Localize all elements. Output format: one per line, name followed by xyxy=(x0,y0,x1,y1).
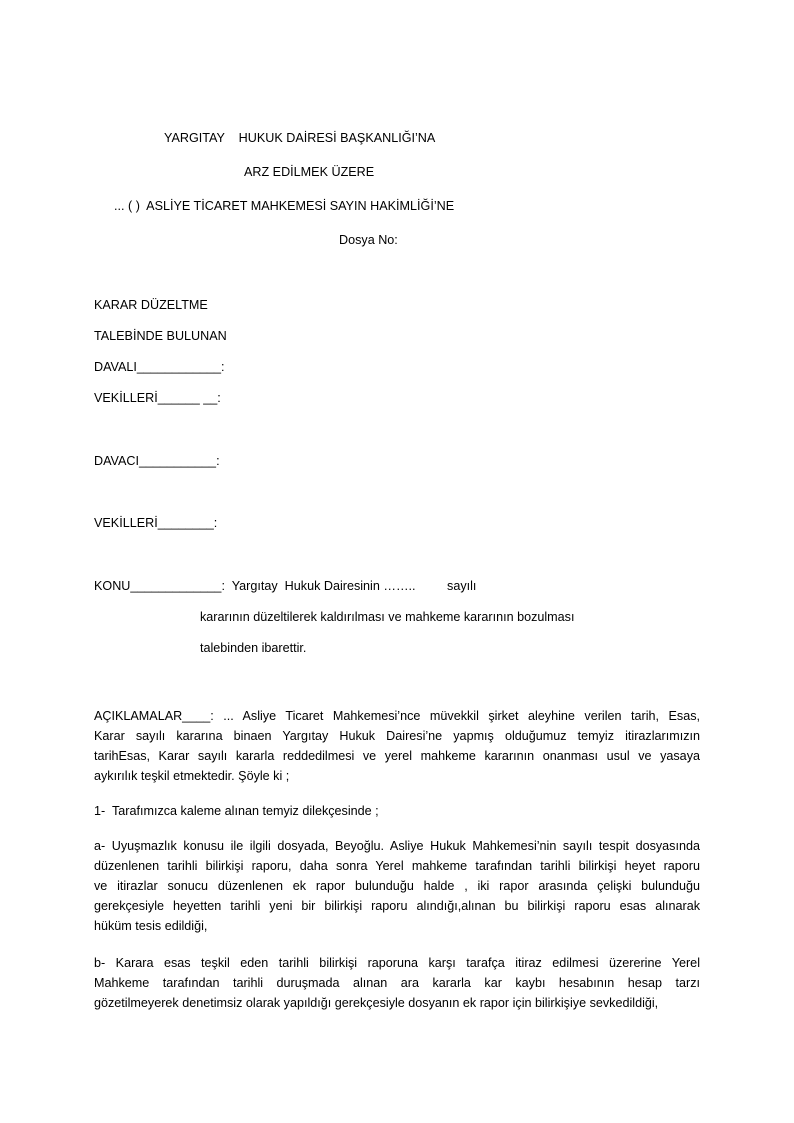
item-a-line: hüküm tesis edildiği, xyxy=(94,919,208,933)
submission-line: ARZ EDİLMEK ÜZERE xyxy=(244,165,375,179)
defendant-field: DAVALI____________: xyxy=(94,360,225,374)
file-number-label: Dosya No: xyxy=(339,233,398,247)
requester-label: TALEBİNDE BULUNAN xyxy=(94,329,227,343)
item-b-line: Mahkeme tarafından tarihli duruşmada alınan ara kararla kar kaybı hesabının hesap tarzı xyxy=(94,976,700,990)
plaintiff-field: DAVACI___________: xyxy=(94,454,220,468)
item-1-heading: 1- Tarafımızca kaleme alınan temyiz dilekçesinde ; xyxy=(94,804,379,818)
court-address-line: YARGITAY HUKUK DAİRESİ BAŞKANLIĞI’NA xyxy=(164,131,436,145)
explanations-paragraph xyxy=(94,706,700,786)
explanations-line: aykırılık teşkil etmektedir. Şöyle ki ; xyxy=(94,769,290,783)
item-b-line: gözetilmeyerek denetimsiz olarak yapıldığı gerekçesiyle dosyanın ek rapor için bilirkişiye sevkedildiği, xyxy=(94,996,659,1010)
item-a-paragraph xyxy=(94,836,700,936)
item-a-line: düzenlenen tarihli bilirkişi raporu, daha sonra Yerel mahkeme tarafından tarihli bilirkişi heyet raporu xyxy=(94,859,700,873)
item-b-line: b- Karara esas teşkil eden tarihli bilirkişi raporuna karşı tarafça itiraz edilmesi üzererine Yerel xyxy=(94,956,700,970)
subject-line-1: KONU_____________: Yargıtay Hukuk Dairesinin …….. sayılı xyxy=(94,579,477,593)
subject-line-2: kararının düzeltilerek kaldırılması ve mahkeme kararının bozulması xyxy=(200,610,575,624)
explanations-line: Karar sayılı kararına binaen Yargıtay Hukuk Dairesi’ne yapmış olduğumuz temyiz itirazlarımızın xyxy=(94,729,700,743)
karar-duzeltme-label: KARAR DÜZELTME xyxy=(94,298,208,312)
item-a-line: gerekçesiyle heyetten tarihli yeni bir bilirkişi raporu alındığı,alınan bu bilirkişi raporu esas alınarak xyxy=(94,899,700,913)
item-a-line: a- Uyuşmazlık konusu ile ilgili dosyada, Beyoğlu. Asliye Hukuk Mahkemesi’nin sayılı tespit dosyasında xyxy=(94,839,700,853)
plaintiff-attorneys-field: VEKİLLERİ________: xyxy=(94,516,218,530)
explanations-line: AÇIKLAMALAR____: ... Asliye Ticaret Mahkemesi’nce müvekkil şirket aleyhine verilen tarih, Esas, xyxy=(94,709,700,723)
subject-line-3: talebinden ibarettir. xyxy=(200,641,307,655)
item-a-line: ve itirazlar sonucu düzenlenen ek rapor bulunduğu halde , iki rapor arasında çelişki bulunduğu xyxy=(94,879,700,893)
item-b-paragraph xyxy=(94,953,700,1013)
local-court-line: ... ( ) ASLİYE TİCARET MAHKEMESİ SAYIN HAKİMLİĞİ’NE xyxy=(114,199,455,213)
defendant-attorneys-field: VEKİLLERİ______ __: xyxy=(94,391,221,405)
explanations-line: tarihEsas, Karar sayılı kararla reddedilmesi ve yerel mahkeme kararının onanması usul ve yasaya xyxy=(94,749,700,763)
